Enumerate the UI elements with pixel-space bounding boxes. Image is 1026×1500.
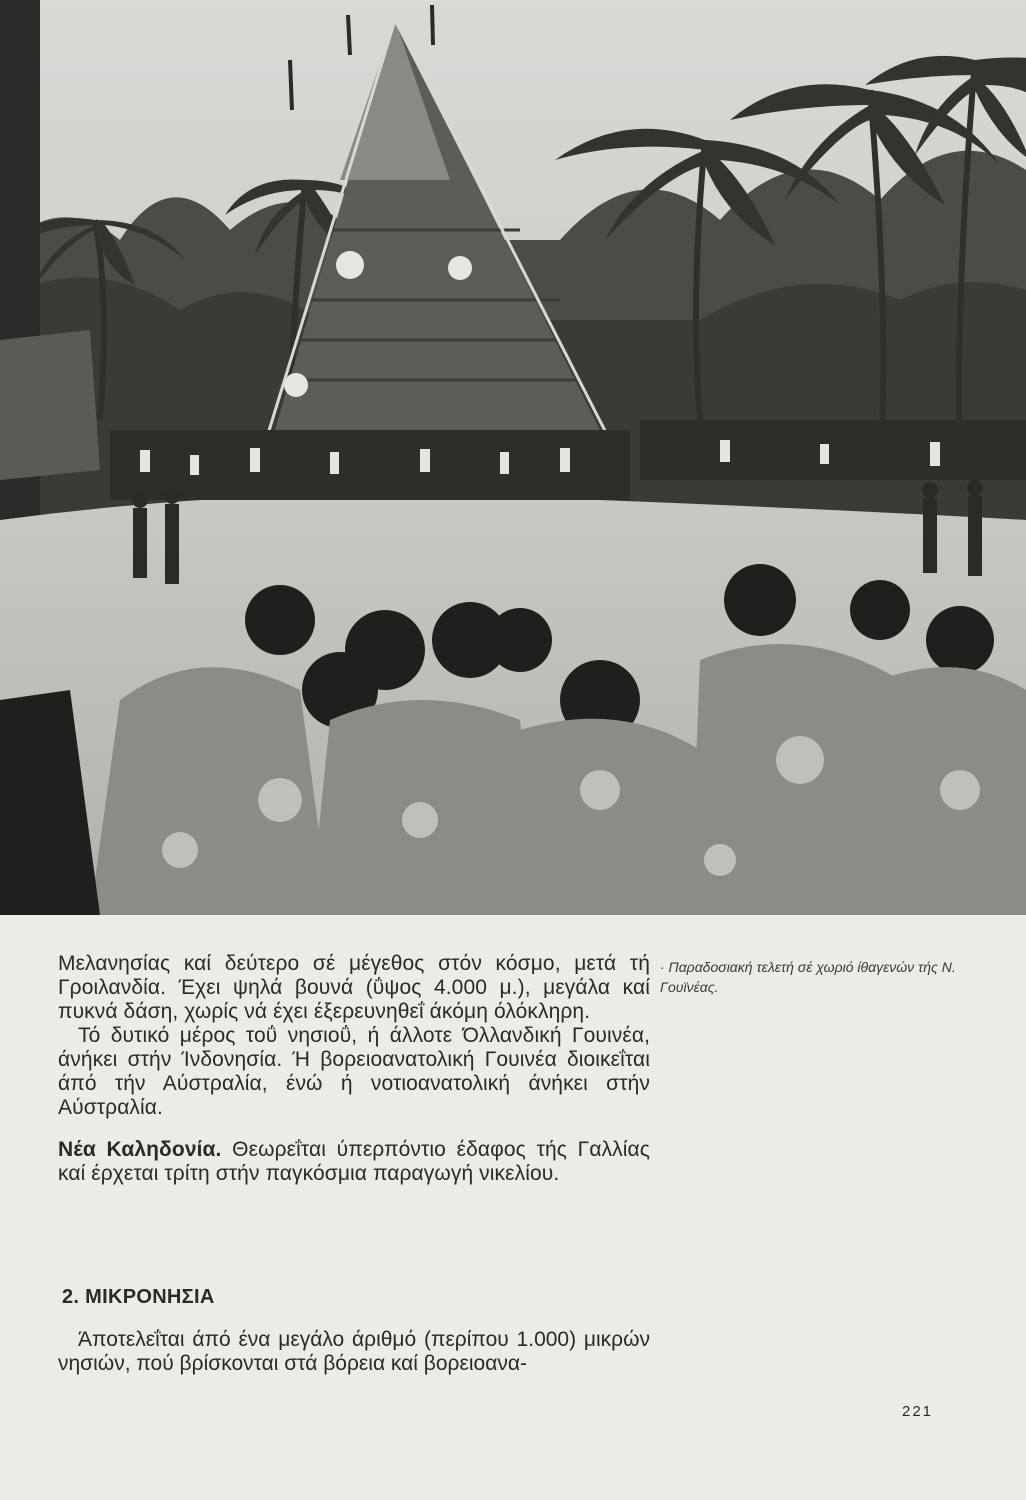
photo-caption: · Παραδοσιακή τελετή σέ χωριό ίθαγενών τής Ν. Γουϊνέας. (660, 959, 956, 995)
paragraph-melanesia-continued: Μελανησίας καί δεύτερο σέ μέγεθος στόν κόσμο, μετά τή Γροιλανδία. Έχει ψηλά βουνά (ΰψος 4.000 μ.), μεγάλα καί πυκνά δάση, χωρίς νά έχει έξερευνηθεΐ άκόμη όλόκληρη. (58, 952, 650, 1023)
paragraph-new-caledonia (58, 1138, 650, 1186)
paragraph-micronesia-intro: Άποτελεΐται άπό ένα μεγάλο άριθμό (περίπου 1.000) μικρών νησιών, πού βρίσκονται στά βόρεια καί βορειοανα- (58, 1328, 650, 1375)
new-caledonia-term: Νέα Καληδονία. (58, 1138, 222, 1161)
body-text (58, 952, 650, 1186)
new-caledonia-description: Θεωρεΐται ύπερπόντιο έδαφος τής Γαλλίας καί έρχεται τρίτη στήν παγκόσμια παραγωγή νικελίου. (58, 1138, 650, 1185)
page-number: 221 (902, 1403, 934, 1420)
section-text-micronesia (58, 1328, 650, 1376)
paragraph-new-guinea-administration: Τό δυτικό μέρος τοΰ νησιοΰ, ή άλλοτε Όλλανδική Γουινέα, άνήκει στήν Ίνδονησία. Ή βορειοανατολική Γουινέα διοικεΐται άπό τήν Αύστραλία, ένώ ή νοτιοανατολική άνήκει στήν Αύστραλία. (58, 1024, 650, 1119)
section-heading-micronesia: 2. ΜΙΚΡΟΝΗΣΙΑ (62, 1286, 215, 1308)
